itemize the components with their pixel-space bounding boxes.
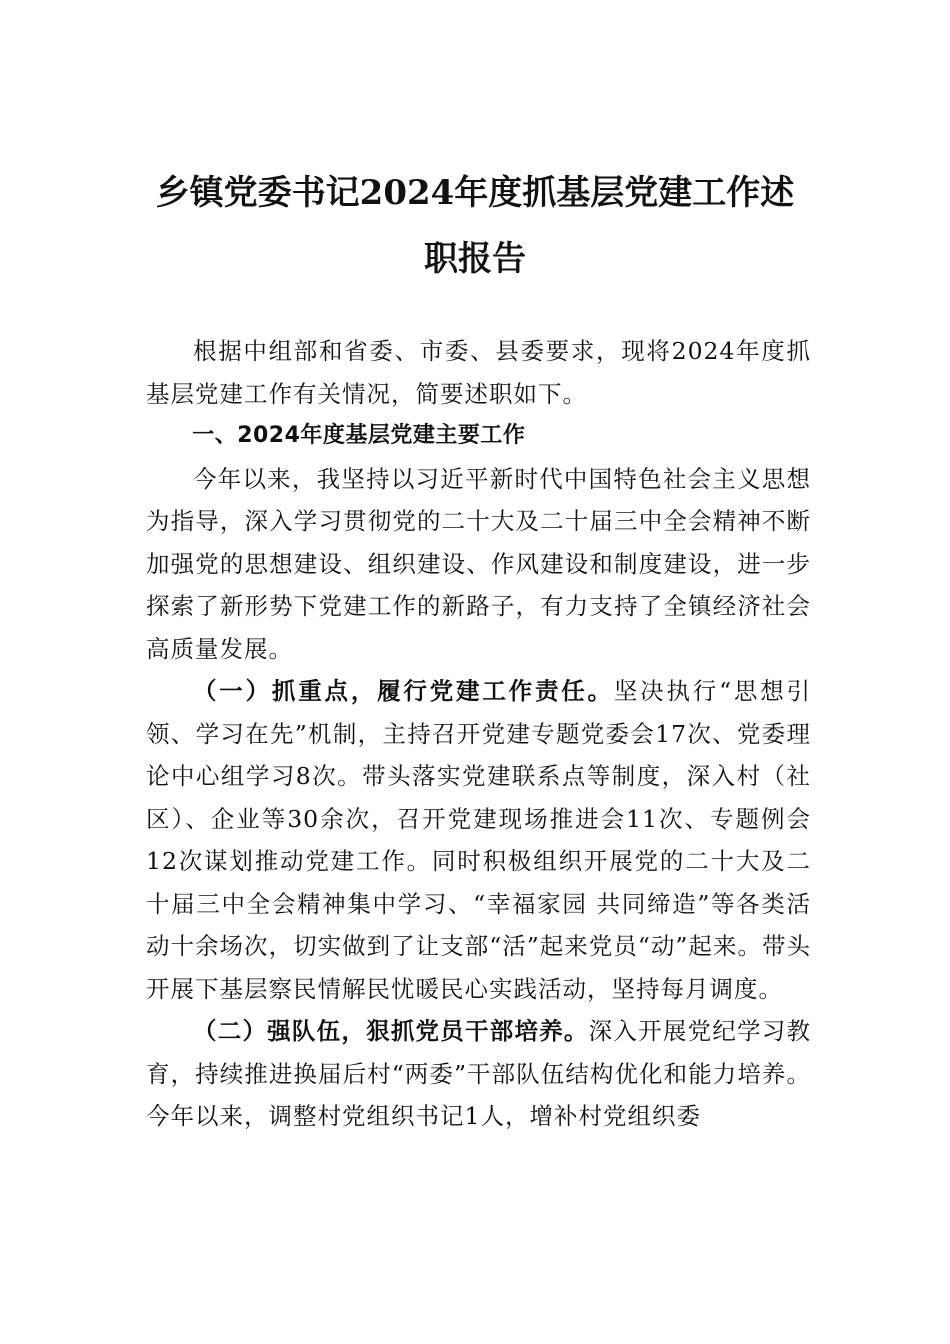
item-one-paragraph <box>146 670 811 1010</box>
item-two-title: （二）强队伍，狠抓党员干部培养。 <box>193 1017 589 1045</box>
item-one-title: （一）抓重点，履行党建工作责任。 <box>193 677 614 705</box>
title-line-1: 乡镇党委书记2024年度抓基层党建工作述 <box>155 173 795 213</box>
item-one-body: 坚决执行“思想引领、学习在先”机制，主持召开党建专题党委会17次、党委理论中心组学习8次。带头落实党建联系点等制度，深入村（社区）、企业等30余次，召开党建现场推进会11次、专题例会12次谋划推动党建工作。同时积极组织开展党的二十大及二十届三中全会精神集中学习、“幸福家园 共同缔造”等各类活动十余场次，切实做到了让支部“活”起来党员“动”起来。带头开展下基层察民情解民忧暖民心实践活动，坚持每月调度。 <box>146 677 811 1003</box>
item-two-body: 深入开展党纪学习教育，持续推进换届后村“两委”干部队伍结构优化和能力培养。今年以来，调整村党组织书记1人，增补村党组织委 <box>146 1017 812 1130</box>
section-heading: 一、2024年度基层党建主要工作 <box>192 423 526 448</box>
section-paragraph: 今年以来，我坚持以习近平新时代中国特色社会主义思想为指导，深入学习贯彻党的二十大及二十届三中全会精神不断加强党的思想建设、组织建设、作风建设和制度建设，进一步探索了新形势下党建工作的新路子，有力支持了全镇经济社会高质量发展。 <box>146 464 811 663</box>
title-line-2: 职报告 <box>424 239 526 279</box>
intro-paragraph: 根据中组部和省委、市委、县委要求，现将2024年度抓基层党建工作有关情况，简要述职如下。 <box>146 337 811 408</box>
item-two-paragraph <box>146 1010 811 1138</box>
document-body <box>146 330 811 1138</box>
document-title <box>140 160 810 292</box>
